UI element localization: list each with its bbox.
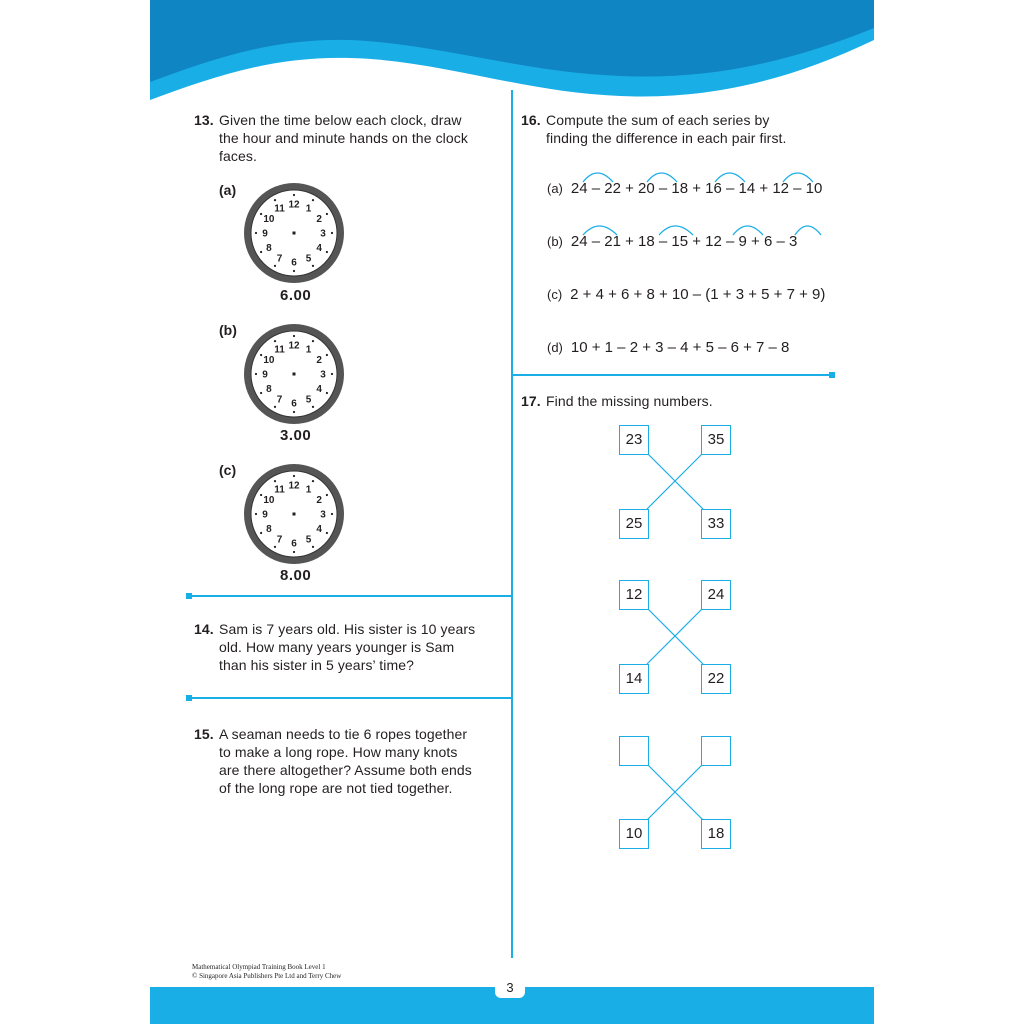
series-b: (b) 24 – 21 + 18 – 15 + 12 – 9 + 6 – 3 <box>547 233 798 250</box>
dial-number: 12 <box>288 480 300 492</box>
dial-number: 5 <box>305 253 312 265</box>
dial-number: 5 <box>305 534 312 546</box>
question-number: 15. <box>194 726 214 742</box>
clock-face-icon[interactable] <box>239 459 349 569</box>
dial-number: 12 <box>288 199 300 211</box>
dial-number: 6 <box>291 398 297 410</box>
question-number: 17. <box>521 393 541 409</box>
clock-face-icon[interactable] <box>239 178 349 288</box>
number-box-top-left: 23 <box>619 425 649 455</box>
number-box-bottom-right: 22 <box>701 664 731 694</box>
dial-number: 4 <box>316 243 322 254</box>
dial-number: 6 <box>291 538 297 550</box>
number-box-bottom-left: 25 <box>619 509 649 539</box>
question-13 <box>194 111 504 171</box>
dial-number: 6 <box>291 257 297 269</box>
question-number: 13. <box>194 112 214 128</box>
section-divider-q13 <box>188 595 511 597</box>
clock-face-icon[interactable] <box>239 319 349 429</box>
dial-number: 1 <box>305 344 312 356</box>
clock-time-c: 8.00 <box>280 567 312 584</box>
question-14 <box>194 620 508 680</box>
dial-number: 2 <box>316 495 322 506</box>
question-text: Given the time below each clock, draw the hour and minute hands on the clock faces. <box>219 112 468 164</box>
dial-number: 8 <box>266 243 272 254</box>
number-box-bottom-right: 33 <box>701 509 731 539</box>
number-box-bottom-left: 14 <box>619 664 649 694</box>
dial-number: 1 <box>305 203 312 215</box>
dial-number: 4 <box>316 384 322 395</box>
question-text: Find the missing numbers. <box>546 393 713 409</box>
dial-number: 9 <box>262 228 268 240</box>
answer-box-top-right[interactable] <box>701 736 731 766</box>
section-divider-q16 <box>513 374 833 376</box>
dial-number: 8 <box>266 524 272 535</box>
number-box-bottom-left: 10 <box>619 819 649 849</box>
page-number: 3 <box>495 978 525 998</box>
dial-number: 10 <box>263 495 275 506</box>
divider-marker <box>186 695 192 701</box>
dial-number: 3 <box>320 509 326 521</box>
worksheet-page <box>150 0 874 1024</box>
dial-number: 4 <box>316 524 322 535</box>
dial-number: 7 <box>276 253 283 265</box>
section-divider-q14 <box>188 697 511 699</box>
number-box-top-left: 12 <box>619 580 649 610</box>
number-box-top-right: 24 <box>701 580 731 610</box>
dial-number: 8 <box>266 384 272 395</box>
dial-number: 2 <box>316 355 322 366</box>
dial-number: 12 <box>288 340 300 352</box>
dial-number: 3 <box>320 369 326 381</box>
clock-tag-a: (a) <box>219 182 237 198</box>
answer-box-top-left[interactable] <box>619 736 649 766</box>
question-number: 16. <box>521 112 541 128</box>
clock-tag-c: (c) <box>219 462 237 478</box>
clock-time-b: 3.00 <box>280 427 312 444</box>
series-c: (c) 2 + 4 + 6 + 8 + 10 – (1 + 3 + 5 + 7 + 9) <box>547 286 826 303</box>
dial-number: 5 <box>305 394 312 406</box>
divider-marker <box>829 372 835 378</box>
dial-number: 11 <box>274 344 285 356</box>
number-box-bottom-right: 18 <box>701 819 731 849</box>
series-a: (a) 24 – 22 + 20 – 18 + 16 – 14 + 12 – 10 <box>547 180 823 197</box>
question-text: Sam is 7 years old. His sister is 10 years old. How many years younger is Sam than his sister in 5 years’ time? <box>219 621 476 673</box>
question-15 <box>194 725 508 805</box>
dial-number: 7 <box>276 394 283 406</box>
number-box-top-right: 35 <box>701 425 731 455</box>
dial-number: 11 <box>274 484 285 496</box>
dial-number: 10 <box>263 355 275 366</box>
question-text: Compute the sum of each series by finding the difference in each pair first. <box>546 112 787 146</box>
question-16 <box>521 111 841 151</box>
dial-number: 7 <box>276 534 283 546</box>
dial-number: 10 <box>263 214 275 225</box>
column-divider <box>511 90 513 958</box>
question-text: A seaman needs to tie 6 ropes together to make a long rope. How many knots are there altogether? Assume both ends of the long rope are not tied together. <box>219 726 472 796</box>
footer-credits: Mathematical Olympiad Training Book Level 1 © Singapore Asia Publishers Pte Ltd and Terry Chew <box>192 963 342 980</box>
dial-number: 9 <box>262 369 268 381</box>
divider-marker <box>186 593 192 599</box>
question-number: 14. <box>194 621 214 637</box>
clock-time-a: 6.00 <box>280 287 312 304</box>
dial-number: 3 <box>320 228 326 240</box>
series-d: (d) 10 + 1 – 2 + 3 – 4 + 5 – 6 + 7 – 8 <box>547 339 790 356</box>
dial-number: 11 <box>274 203 285 215</box>
dial-number: 2 <box>316 214 322 225</box>
clock-tag-b: (b) <box>219 322 237 338</box>
dial-number: 1 <box>305 484 312 496</box>
question-17 <box>521 392 841 412</box>
dial-number: 9 <box>262 509 268 521</box>
